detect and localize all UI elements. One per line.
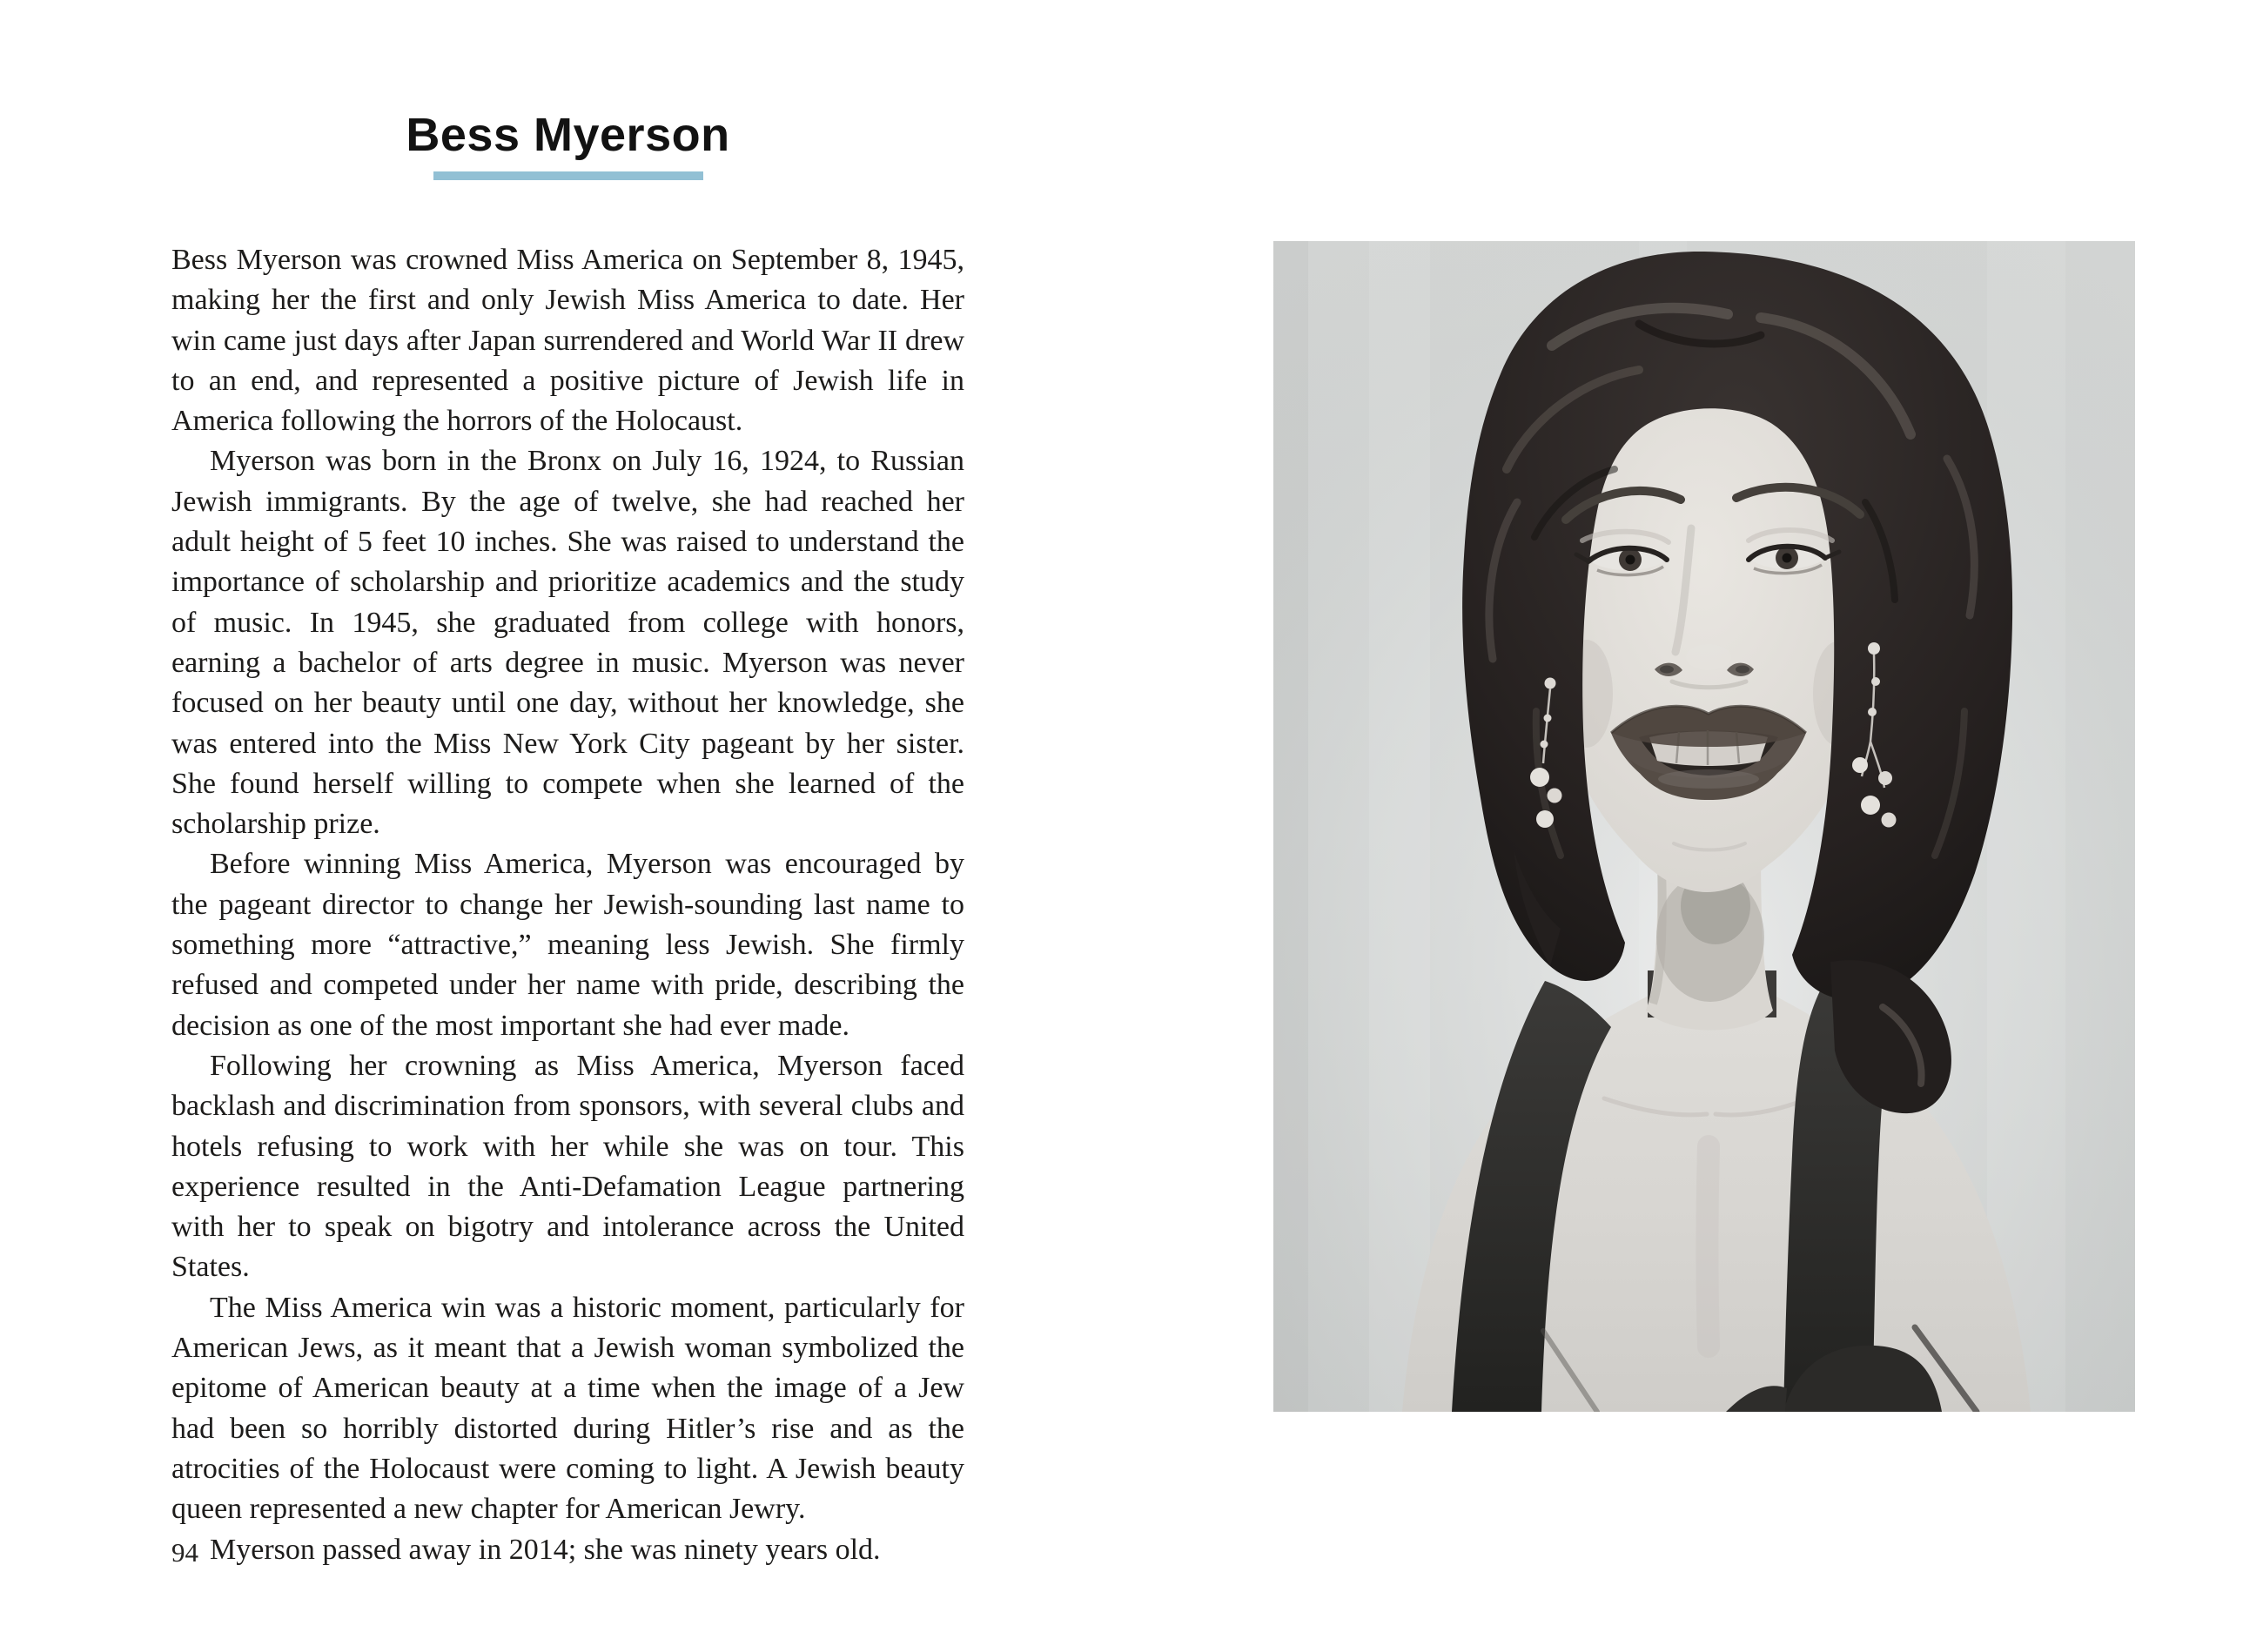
- body-paragraph: Myerson passed away in 2014; she was ninety years old.: [210, 1533, 881, 1566]
- body-paragraph: Myerson was born in the Bronx on July 16, 1924, to Russian Jewish immigrants. By the age of twelve, she had reached her adult height of 5 feet 10 inches. She was raised to understand the importance of scholarship and prioritize academics and the study of music. In 1945, she graduated from college with honors, earning a bachelor of arts degree in music. Myerson was never focused on her beauty until one day, without her knowledge, she was entered into the Miss New York City pageant by her sister. She found herself willing to compete when she learned of the scholarship prize.: [171, 445, 964, 841]
- portrait-photo: [1273, 241, 2135, 1412]
- body-paragraph: Before winning Miss America, Myerson was encouraged by the pageant director to change her Jewish-sounding last name to something more “attractive,” meaning less Jewish. She firmly refused and competed under her name with pride, describing the decision as one of the most important she had ever made.: [171, 848, 964, 1042]
- body-paragraph: Bess Myerson was crowned Miss America on September 8, 1945, making her the first and only Jewish Miss America to date. Her win came just days after Japan surrendered and World War II drew to an end, and represented a positive picture of Jewish life in America following the horrors of the Holocaust.: [171, 244, 964, 438]
- portrait-photo-svg: [1273, 241, 2135, 1412]
- chapter-heading: [171, 111, 964, 180]
- page-number: 94: [171, 1537, 198, 1568]
- body-paragraph: The Miss America win was a historic moment, particularly for American Jews, as it meant that a Jewish woman symbolized the epitome of American beauty at a time when the image of a Jew had been so horribly distorted during Hitler’s rise and as the atrocities of the Holocaust were coming to light. A Jewish beauty queen represented a new chapter for American Jewry.: [171, 1291, 964, 1526]
- title-underline: [433, 171, 703, 180]
- article-body: [171, 240, 964, 1570]
- body-paragraph: Following her crowning as Miss America, Myerson faced backlash and discrimination from sponsors, with several clubs and hotels refusing to work with her while she was on tour. This experience resulted in the Anti-Defamation League partnering with her to speak on bigotry and intolerance across the United States.: [171, 1049, 964, 1284]
- page-title: Bess Myerson: [406, 109, 730, 161]
